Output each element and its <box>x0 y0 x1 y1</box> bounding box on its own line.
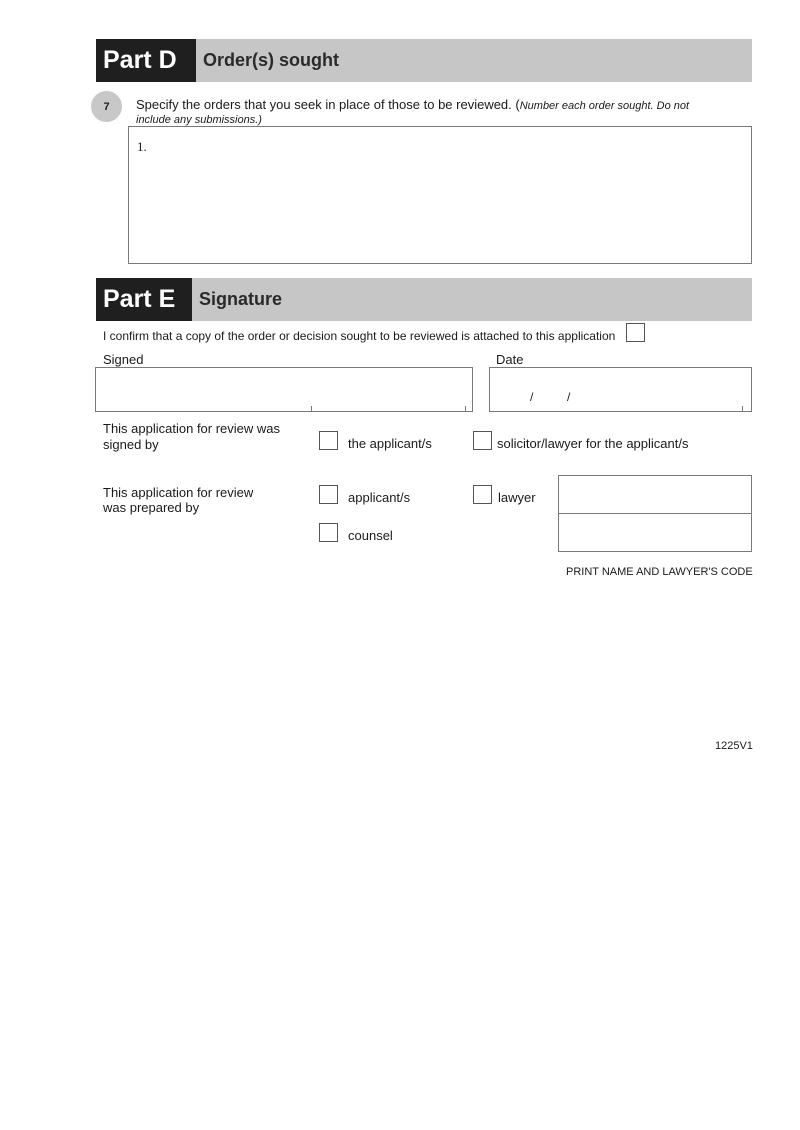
part-d-tag: Part D <box>96 39 196 82</box>
signed-by-label-line1: This application for review was <box>103 421 281 436</box>
prepared-by-label-line1: This application for review <box>103 485 254 500</box>
date-separator-1: / <box>530 390 534 404</box>
signed-label: Signed <box>103 352 144 367</box>
prepared-by-counsel-checkbox[interactable] <box>319 523 338 542</box>
signed-by-solicitor-checkbox[interactable] <box>473 431 492 450</box>
confirm-checkbox[interactable] <box>626 323 645 342</box>
print-name-caption: PRINT NAME AND LAWYER'S CODE <box>566 566 753 578</box>
orders-sought-field[interactable] <box>128 126 752 264</box>
form-code: 1225V1 <box>715 740 753 752</box>
part-e-title: Signature <box>199 289 283 309</box>
prepared-by-applicant-checkbox[interactable] <box>319 485 338 504</box>
lawyer-code-field[interactable] <box>558 513 752 552</box>
prepared-by-counsel-label: counsel <box>348 528 393 543</box>
question-number-badge: 7 <box>91 91 122 122</box>
part-d-title: Order(s) sought <box>203 50 340 70</box>
signed-by-label-line2: signed by <box>103 437 159 452</box>
signature-tick-2 <box>465 406 466 412</box>
prepared-by-lawyer-checkbox[interactable] <box>473 485 492 504</box>
date-separator-2: / <box>567 390 571 404</box>
date-label: Date <box>496 352 524 367</box>
date-tick <box>742 406 743 412</box>
signature-field[interactable] <box>95 367 473 412</box>
part-d-header <box>96 39 752 82</box>
confirm-text: I confirm that a copy of the order or decision sought to be reviewed is attached to this application <box>103 329 616 343</box>
signed-by-applicant-label: the applicant/s <box>348 436 432 451</box>
part-e-header <box>96 278 752 321</box>
prepared-by-label-line2: was prepared by <box>103 500 200 515</box>
question-note-line1: Number each order sought. Do not <box>519 100 690 112</box>
lawyer-name-field[interactable] <box>558 475 752 514</box>
signed-by-solicitor-label: solicitor/lawyer for the applicant/s <box>497 436 689 451</box>
question-main-text: Specify the orders that you seek in place of those to be reviewed. ( <box>136 97 520 112</box>
orders-sought-value: 1. <box>137 139 147 154</box>
prepared-by-applicant-label: applicant/s <box>348 490 411 505</box>
signed-by-applicant-checkbox[interactable] <box>319 431 338 450</box>
signature-tick-1 <box>311 406 312 412</box>
prepared-by-lawyer-label: lawyer <box>498 490 536 505</box>
question-note-line2: include any submissions.) <box>136 114 262 126</box>
part-e-tag: Part E <box>96 278 192 321</box>
date-field[interactable] <box>489 367 752 412</box>
